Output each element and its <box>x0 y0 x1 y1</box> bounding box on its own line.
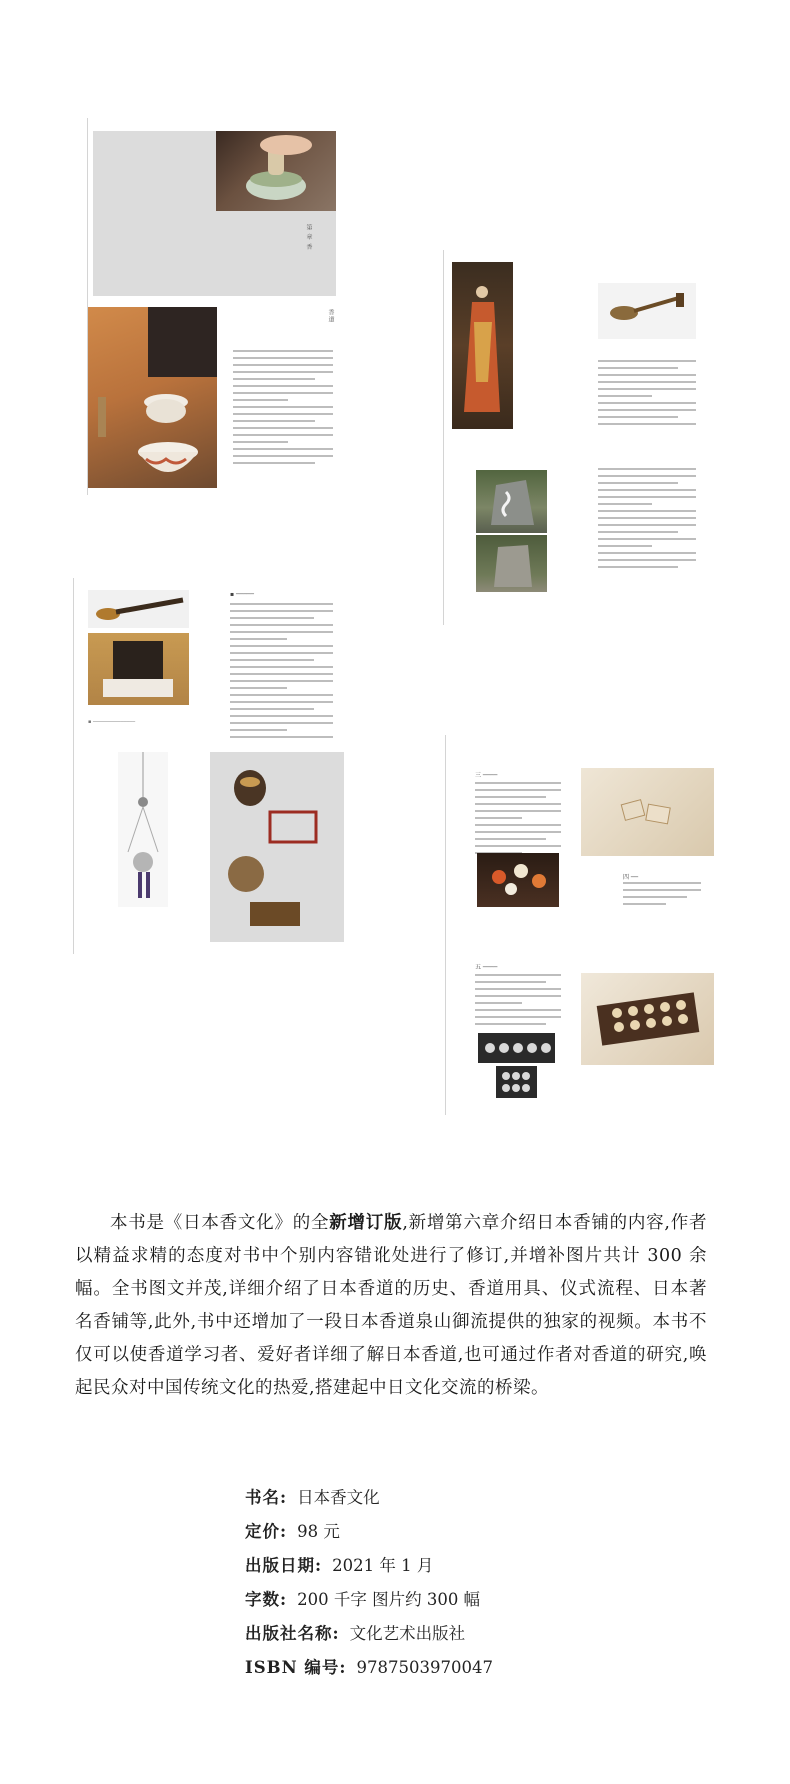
info-label: ISBN 编号: <box>245 1658 347 1677</box>
stone-monument-photo <box>476 535 547 592</box>
info-row-title <box>245 1481 493 1515</box>
painting-photo <box>452 262 513 429</box>
info-value: 2021 年 1 月 <box>332 1556 434 1575</box>
text-column <box>475 974 561 1030</box>
info-value: 200 千字 图片约 300 幅 <box>297 1590 481 1609</box>
heading-vertical: 香道 <box>327 309 334 323</box>
spread-divider <box>73 578 74 954</box>
section-heading: 五 ──── <box>475 964 498 971</box>
info-value: 日本香文化 <box>297 1488 380 1507</box>
board-illustration <box>496 1066 537 1098</box>
info-value: 9787503970047 <box>356 1658 493 1677</box>
spread-divider <box>445 735 446 1115</box>
tea-bowls-illustration <box>88 307 217 488</box>
info-label: 字数: <box>245 1590 288 1609</box>
incense-plates-photo <box>581 768 714 856</box>
text-column <box>475 782 561 859</box>
incense-game-tray-photo <box>581 973 714 1065</box>
box-illustration <box>88 633 189 705</box>
incense-spoon-illustration <box>598 283 696 339</box>
info-row-publisher <box>245 1617 493 1651</box>
burner-illustration <box>88 590 189 628</box>
text-column <box>623 882 701 910</box>
incense-tools-gray-panel <box>210 752 344 942</box>
info-row-date <box>245 1549 493 1583</box>
plates-illustration <box>581 768 714 856</box>
info-label: 出版日期: <box>245 1556 323 1575</box>
incense-burner-photo <box>88 590 189 628</box>
hanging-censer-photo <box>118 752 168 907</box>
info-label: 定价: <box>245 1522 288 1541</box>
game-board-photo <box>496 1066 537 1098</box>
book-info <box>245 1481 493 1685</box>
description-text: ,新增第六章介绍日本香铺的内容,作者以精益求精的态度对书中个别内容错讹处进行了修订,并增补图片共计 300 余幅。全书图文并茂,详细介绍了日本香道的历史、香道用具、仪式流程、日本著名香铺等,此外,书中还增加了一段日本香道泉山御流提供的独家的视频。本书不仅可以使香道学习者、爱好者详细了解日本香道,也可通过作者对香道的研究,唤起民众对中国传统文化的热爱,搭建起中日文化交流的桥梁。 <box>75 1213 708 1398</box>
stone-illustration <box>476 470 547 533</box>
incense-tool-photo <box>598 283 696 339</box>
stone-monument-photo <box>476 470 547 533</box>
flowers-illustration <box>477 853 559 907</box>
ceremony-photo <box>477 853 559 907</box>
incense-box-photo <box>88 633 189 705</box>
figure-illustration <box>452 262 513 429</box>
section-heading: 四 ── <box>623 874 639 881</box>
board-illustration <box>478 1033 555 1063</box>
description-text: 本书是《日本香文化》的全 <box>110 1213 330 1233</box>
info-value: 文化艺术出版社 <box>349 1624 466 1643</box>
tea-whisk-photo <box>216 131 336 211</box>
book-description <box>75 1207 707 1405</box>
info-label: 出版社名称: <box>245 1624 340 1643</box>
text-column <box>598 468 696 573</box>
section-heading: ▪ ───── <box>230 591 255 598</box>
censer-illustration <box>118 752 168 907</box>
tools-illustration <box>210 752 344 942</box>
stone-illustration <box>476 535 547 592</box>
tea-bowl-illustration <box>216 131 336 211</box>
spread-divider <box>443 250 444 625</box>
info-value: 98 元 <box>297 1522 340 1541</box>
tray-illustration <box>581 973 714 1065</box>
info-row-price <box>245 1515 493 1549</box>
section-heading: 三 ──── <box>475 772 498 779</box>
text-column <box>598 360 696 430</box>
text-column <box>230 603 333 743</box>
tea-ceremony-photo <box>88 307 217 488</box>
game-board-photo <box>478 1033 555 1063</box>
info-row-isbn <box>245 1651 493 1685</box>
description-highlight: 新增订版 <box>329 1213 403 1233</box>
photo-caption: ▪ ────────────── <box>88 719 136 725</box>
text-column <box>233 350 333 469</box>
chapter-title-vertical: 第 章 香 <box>305 224 312 251</box>
info-row-wordcount <box>245 1583 493 1617</box>
info-label: 书名: <box>245 1488 288 1507</box>
